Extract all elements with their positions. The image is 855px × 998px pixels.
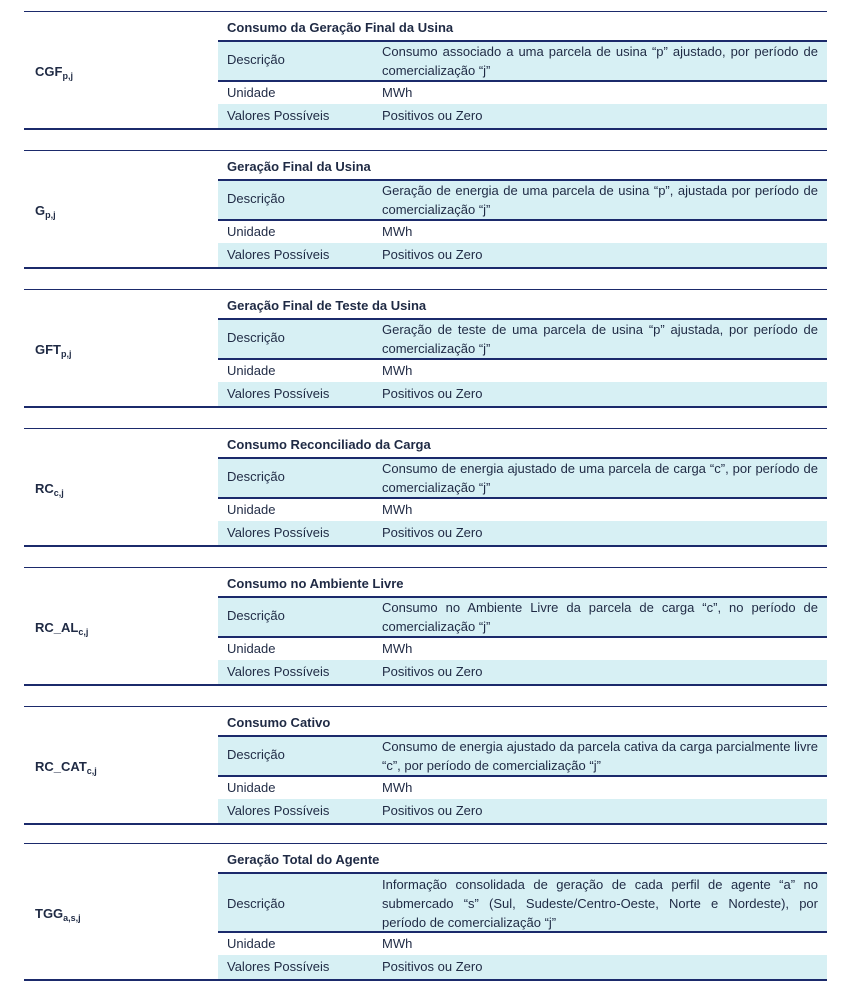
unit-row	[218, 933, 827, 955]
definition-block	[24, 289, 827, 409]
possible-values-row	[218, 104, 827, 128]
possible-values-label: Valores Possíveis	[227, 959, 330, 974]
bottom-rule	[24, 406, 827, 408]
possible-values-value: Positivos ou Zero	[382, 247, 483, 262]
variable-symbol: $RC_{c,j}$	[35, 481, 64, 498]
unit-value: MWh	[382, 363, 413, 378]
bottom-rule	[24, 267, 827, 269]
unit-row	[218, 638, 827, 660]
unit-label: Unidade	[227, 780, 276, 795]
top-rule	[24, 843, 827, 844]
unit-value: MWh	[382, 224, 413, 239]
description-label: Descrição	[227, 469, 285, 484]
definition-block	[24, 11, 827, 131]
definition-block	[24, 428, 827, 548]
definition-block	[24, 843, 827, 983]
bottom-rule	[24, 128, 827, 130]
description-row	[218, 181, 827, 219]
unit-label: Unidade	[227, 502, 276, 517]
possible-values-row	[218, 955, 827, 979]
possible-values-label: Valores Possíveis	[227, 664, 330, 679]
definition-title: Geração Total do Agente	[227, 852, 380, 867]
top-rule	[24, 428, 827, 429]
top-rule	[24, 706, 827, 707]
unit-value: MWh	[382, 502, 413, 517]
definition-block	[24, 150, 827, 270]
definition-block	[24, 706, 827, 826]
variable-symbol: $CGF_{p,j}$	[35, 64, 73, 81]
possible-values-row	[218, 382, 827, 406]
unit-row	[218, 360, 827, 382]
unit-row	[218, 777, 827, 799]
unit-label: Unidade	[227, 936, 276, 951]
possible-values-label: Valores Possíveis	[227, 386, 330, 401]
variable-symbol: $RC\_AL_{c,j}$	[35, 620, 89, 637]
definition-title: Consumo Cativo	[227, 715, 331, 730]
unit-value: MWh	[382, 936, 413, 951]
description-label: Descrição	[227, 330, 285, 345]
possible-values-row	[218, 243, 827, 267]
top-rule	[24, 289, 827, 290]
top-rule	[24, 567, 827, 568]
unit-label: Unidade	[227, 224, 276, 239]
top-rule	[24, 150, 827, 151]
variable-symbol: $TGG_{a,s,j}$	[35, 906, 81, 923]
possible-values-value: Positivos ou Zero	[382, 386, 483, 401]
description-value: Consumo de energia ajustado da parcela cativa da carga parcialmente livre “c”, por período de comercialização “j”	[382, 739, 818, 773]
bottom-rule	[24, 545, 827, 547]
unit-value: MWh	[382, 780, 413, 795]
variable-symbol: $G_{p,j}$	[35, 203, 56, 220]
definition-title: Geração Final de Teste da Usina	[227, 298, 427, 313]
possible-values-label: Valores Possíveis	[227, 803, 330, 818]
definition-title: Geração Final da Usina	[227, 159, 371, 174]
bottom-rule	[24, 823, 827, 825]
description-label: Descrição	[227, 52, 285, 67]
unit-label: Unidade	[227, 641, 276, 656]
possible-values-row	[218, 521, 827, 545]
possible-values-row	[218, 660, 827, 684]
definition-title: Consumo Reconciliado da Carga	[227, 437, 431, 452]
variable-symbol: $RC\_CAT_{c,j}$	[35, 759, 97, 776]
description-label: Descrição	[227, 608, 285, 623]
unit-value: MWh	[382, 85, 413, 100]
variable-symbol: $GFT_{p,j}$	[35, 342, 72, 359]
definition-title: Consumo da Geração Final da Usina	[227, 20, 454, 35]
description-label: Descrição	[227, 747, 285, 762]
description-value: Consumo no Ambiente Livre da parcela de carga “c”, no período de comercialização “j”	[382, 600, 818, 634]
description-label: Descrição	[227, 896, 285, 911]
description-label: Descrição	[227, 191, 285, 206]
possible-values-row	[218, 799, 827, 823]
unit-value: MWh	[382, 641, 413, 656]
description-value: Geração de teste de uma parcela de usina “p” ajustada, por período de comercialização “j”	[382, 322, 818, 356]
possible-values-value: Positivos ou Zero	[382, 959, 483, 974]
definition-block	[24, 567, 827, 687]
definition-title: Consumo no Ambiente Livre	[227, 576, 404, 591]
possible-values-label: Valores Possíveis	[227, 108, 330, 123]
unit-label: Unidade	[227, 363, 276, 378]
possible-values-value: Positivos ou Zero	[382, 108, 483, 123]
description-row	[218, 737, 827, 775]
description-value: Consumo associado a uma parcela de usina “p” ajustado, por período de comercialização “j”	[382, 44, 818, 78]
description-value: Consumo de energia ajustado de uma parcela de carga “c”, por período de comercialização “j”	[382, 461, 818, 495]
possible-values-label: Valores Possíveis	[227, 247, 330, 262]
possible-values-value: Positivos ou Zero	[382, 664, 483, 679]
possible-values-value: Positivos ou Zero	[382, 525, 483, 540]
description-row	[218, 42, 827, 80]
top-rule	[24, 11, 827, 12]
description-value: Informação consolidada de geração de cada perfil de agente “a” no submercado “s” (Sul, Sudeste/Centro-Oeste, Norte e Nordeste), por período de comercialização “j”	[382, 877, 818, 930]
bottom-rule	[24, 979, 827, 981]
unit-row	[218, 221, 827, 243]
description-row	[218, 598, 827, 636]
unit-row	[218, 499, 827, 521]
description-value: Geração de energia de uma parcela de usina “p”, ajustada por período de comercialização “j”	[382, 183, 818, 217]
unit-label: Unidade	[227, 85, 276, 100]
description-row	[218, 459, 827, 497]
description-row	[218, 320, 827, 358]
possible-values-value: Positivos ou Zero	[382, 803, 483, 818]
bottom-rule	[24, 684, 827, 686]
description-row	[218, 874, 827, 931]
unit-row	[218, 82, 827, 104]
possible-values-label: Valores Possíveis	[227, 525, 330, 540]
